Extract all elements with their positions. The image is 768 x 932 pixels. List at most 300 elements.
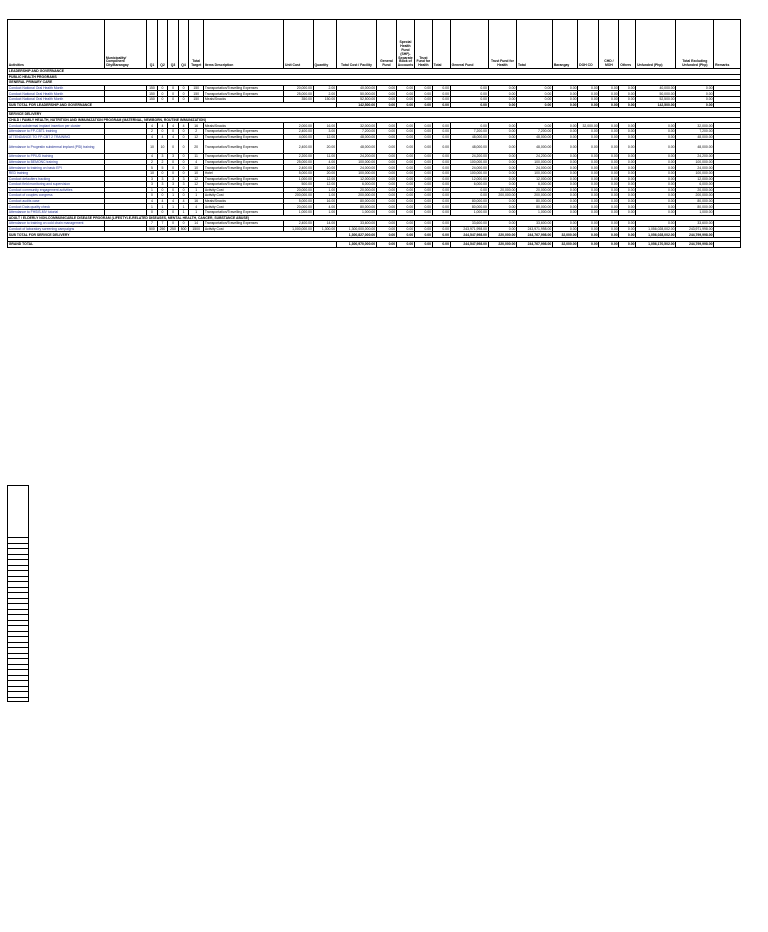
table-cell: 0.00 bbox=[432, 96, 450, 102]
subtotal-cell: 0.00 bbox=[553, 102, 578, 108]
table-cell: 1,000,000.00 bbox=[284, 226, 314, 232]
table-cell: 3 bbox=[157, 182, 168, 188]
table-cell: 0.00 bbox=[599, 128, 619, 134]
table-cell: 0 bbox=[178, 221, 189, 227]
table-cell: 200,000.00 bbox=[284, 193, 314, 199]
col-doh-co: DOH CO bbox=[578, 20, 599, 69]
table-cell: 0.00 bbox=[397, 187, 415, 193]
table-cell: 6,000.00 bbox=[336, 182, 376, 188]
table-cell: 52,500.00 bbox=[336, 96, 376, 102]
table-cell: 100,000.00 bbox=[517, 159, 553, 165]
table-cell: 0.00 bbox=[578, 96, 599, 102]
table-cell: 10 bbox=[189, 165, 204, 171]
table-cell: 0.00 bbox=[432, 154, 450, 160]
table-cell: 0.00 bbox=[599, 198, 619, 204]
table-cell: 24,200.00 bbox=[517, 154, 553, 160]
table-cell: 0.00 bbox=[619, 154, 636, 160]
subtotal-cell: 1,056,028,002.00 bbox=[636, 232, 676, 238]
table-cell: 2 bbox=[147, 128, 158, 134]
table-cell: 0.00 bbox=[553, 134, 578, 140]
table-cell: 3 bbox=[178, 176, 189, 182]
table-cell: 0.00 bbox=[599, 170, 619, 176]
table-cell: 1 bbox=[168, 193, 179, 199]
table-cell: 0 bbox=[178, 193, 189, 199]
table-cell: 24,000.00 bbox=[517, 165, 553, 171]
table-cell: 12,000.00 bbox=[450, 176, 488, 182]
table-cell: 0.00 bbox=[636, 193, 676, 199]
table-cell: 80,000.00 bbox=[336, 198, 376, 204]
table-cell: 0.00 bbox=[376, 134, 396, 140]
table-cell: 0.00 bbox=[553, 182, 578, 188]
table-cell: 20.00 bbox=[313, 170, 336, 176]
table-cell: 4 bbox=[147, 154, 158, 160]
col-total-1: Total bbox=[432, 20, 450, 69]
table-cell: 0.00 bbox=[397, 193, 415, 199]
col-unit-cost: Unit Cost bbox=[284, 20, 314, 69]
table-cell: 80,000.00 bbox=[336, 204, 376, 210]
table-cell: 0 bbox=[168, 159, 179, 165]
table-cell: 0.00 bbox=[553, 210, 578, 216]
col-total-cost: Total Cost / Facility bbox=[336, 20, 376, 69]
table-cell: 0.00 bbox=[414, 221, 432, 227]
table-cell: 0 bbox=[178, 134, 189, 140]
table-cell: 0 bbox=[178, 128, 189, 134]
item-description-cell: Activity Cost bbox=[204, 193, 284, 199]
table-cell: 0.00 bbox=[619, 221, 636, 227]
table-cell: 5 bbox=[157, 165, 168, 171]
table-cell: 20,000.00 bbox=[488, 187, 516, 193]
table-cell: 52,500.00 bbox=[636, 96, 676, 102]
table-cell: 0.00 bbox=[599, 96, 619, 102]
table-cell: 3 bbox=[168, 182, 179, 188]
table-cell: 0.00 bbox=[488, 96, 516, 102]
table-cell: 0.00 bbox=[414, 96, 432, 102]
table-cell: 1 bbox=[178, 204, 189, 210]
subtotal-cell: 0.00 bbox=[376, 242, 396, 248]
table-cell: 48,000.00 bbox=[517, 134, 553, 140]
table-row bbox=[8, 140, 741, 154]
table-cell: 150.00 bbox=[313, 96, 336, 102]
table-cell: 16 bbox=[189, 123, 204, 129]
section-title: PUBLIC HEALTH PROGRAMS bbox=[8, 74, 741, 80]
table-cell: 0.00 bbox=[432, 187, 450, 193]
col-unfunded: Unfunded (Php) bbox=[636, 20, 676, 69]
table-cell: 0.00 bbox=[578, 128, 599, 134]
table-cell: 12,000.00 bbox=[517, 176, 553, 182]
table-cell: 0.00 bbox=[432, 91, 450, 97]
table-cell: 0.00 bbox=[414, 134, 432, 140]
item-description-cell: Transportation/Travelling Expenses bbox=[204, 134, 284, 140]
activity-cell: Attendance to training on basic EPI bbox=[8, 165, 105, 171]
subtotal-cell: 244,547,998.00 bbox=[450, 232, 488, 238]
table-cell: 100,000.00 bbox=[450, 159, 488, 165]
table-cell: 0 bbox=[168, 140, 179, 154]
subtotal-cell: 0.00 bbox=[432, 232, 450, 238]
activity-cell: Conduct of couples congress bbox=[8, 193, 105, 199]
table-cell: 24,000.00 bbox=[450, 165, 488, 171]
subtotal-cell: 0.00 bbox=[619, 232, 636, 238]
table-cell: 0.00 bbox=[599, 210, 619, 216]
table-cell: 0 bbox=[168, 128, 179, 134]
table-cell: 0.00 bbox=[578, 176, 599, 182]
table-cell: 0 bbox=[157, 187, 168, 193]
table-cell: 4 bbox=[147, 134, 158, 140]
subtotal-cell: 0.00 bbox=[397, 242, 415, 248]
table-cell: 80,000.00 bbox=[450, 204, 488, 210]
table-cell: 0 bbox=[157, 85, 168, 91]
table-cell: 20,000.00 bbox=[284, 187, 314, 193]
table-cell: 0.00 bbox=[376, 128, 396, 134]
table-cell: 0.00 bbox=[517, 96, 553, 102]
table-cell: 0.00 bbox=[414, 198, 432, 204]
table-cell: 0.00 bbox=[599, 193, 619, 199]
activity-cell: Attendance to training on cold chain management bbox=[8, 221, 105, 227]
item-description-cell: Transportation/Travelling Expenses bbox=[204, 210, 284, 216]
table-cell: 12 bbox=[189, 134, 204, 140]
table-cell: 1 bbox=[147, 187, 158, 193]
table-cell: 0.00 bbox=[636, 134, 676, 140]
table-cell: 150 bbox=[189, 96, 204, 102]
table-cell: 2.00 bbox=[313, 85, 336, 91]
table-cell: 0.00 bbox=[376, 170, 396, 176]
subtotal-cell: 0.00 bbox=[414, 232, 432, 238]
table-cell: 2 bbox=[147, 159, 158, 165]
table-cell: 100,000.00 bbox=[450, 170, 488, 176]
table-cell: 0.00 bbox=[376, 210, 396, 216]
table-cell: 12.00 bbox=[313, 176, 336, 182]
table-cell: 4 bbox=[147, 198, 158, 204]
table-cell: 150 bbox=[189, 85, 204, 91]
col-quantity: Quantity bbox=[313, 20, 336, 69]
col-municipality: Municipality/ Component City/Barangay bbox=[105, 20, 147, 69]
table-cell: 6,000.00 bbox=[676, 182, 714, 188]
table-cell: 0.00 bbox=[553, 154, 578, 160]
table-cell: 0.00 bbox=[553, 170, 578, 176]
table-cell: 0.00 bbox=[397, 165, 415, 171]
table-cell: 0.00 bbox=[376, 85, 396, 91]
table-cell: 0.00 bbox=[619, 123, 636, 129]
item-description-cell: Hotel bbox=[204, 170, 284, 176]
table-cell: 48,000.00 bbox=[676, 140, 714, 154]
table-cell: 500 bbox=[147, 226, 158, 232]
table-cell: 0.00 bbox=[432, 159, 450, 165]
activity-cell: Attendance to PPIUD training bbox=[8, 154, 105, 160]
item-description-cell: Transportation/Travelling Expenses bbox=[204, 221, 284, 227]
table-cell: 243,971,998.00 bbox=[676, 226, 714, 232]
table-cell: 0.00 bbox=[553, 96, 578, 102]
table-cell: 24,200.00 bbox=[676, 154, 714, 160]
table-cell: 2,400.00 bbox=[284, 221, 314, 227]
table-cell: 0.00 bbox=[676, 96, 714, 102]
table-cell: 1.00 bbox=[313, 193, 336, 199]
table-cell: 33,600.00 bbox=[336, 221, 376, 227]
table-cell: 12,000.00 bbox=[676, 176, 714, 182]
table-cell: 150 bbox=[147, 85, 158, 91]
table-cell: 48,000.00 bbox=[517, 140, 553, 154]
table-cell: 0.00 bbox=[376, 96, 396, 102]
table-cell: 0.00 bbox=[636, 198, 676, 204]
table-cell: 0.00 bbox=[376, 154, 396, 160]
table-cell: 12 bbox=[189, 182, 204, 188]
table-cell: 0.00 bbox=[553, 91, 578, 97]
table-cell: 0.00 bbox=[578, 165, 599, 171]
table-cell: 2.00 bbox=[313, 91, 336, 97]
item-description-cell: Transportation/Travelling Expenses bbox=[204, 154, 284, 160]
table-cell: 4 bbox=[168, 134, 179, 140]
table-cell: 32,000.00 bbox=[676, 123, 714, 129]
subtotal-row bbox=[8, 242, 741, 248]
table-cell: 0.00 bbox=[599, 204, 619, 210]
table-cell: 0 bbox=[168, 96, 179, 102]
table-cell: 0.00 bbox=[553, 198, 578, 204]
table-cell: 0.00 bbox=[599, 221, 619, 227]
section-title: CHILD / FAMILY HEALTH, NUTRITION AND IMMUNIZATION PROGRAM (MATERNAL, NEWBORN, ROUTINE IMMUNIZATION) bbox=[8, 117, 741, 123]
table-cell: 24,200.00 bbox=[450, 154, 488, 160]
table-cell: 0.00 bbox=[676, 91, 714, 97]
table-cell: 1,300,000,000.00 bbox=[336, 226, 376, 232]
table-cell: 4 bbox=[157, 134, 168, 140]
table-cell: 0 bbox=[168, 85, 179, 91]
table-cell: 6,000.00 bbox=[517, 182, 553, 188]
table-cell: 0.00 bbox=[578, 140, 599, 154]
item-description-cell: Transportation/Travelling Expenses bbox=[204, 182, 284, 188]
table-cell: 0.00 bbox=[488, 165, 516, 171]
table-cell: 0 bbox=[178, 170, 189, 176]
table-cell: 0.00 bbox=[619, 91, 636, 97]
table-cell: 0.00 bbox=[397, 128, 415, 134]
table-cell: 0.00 bbox=[553, 226, 578, 232]
table-cell: 0.00 bbox=[553, 221, 578, 227]
table-cell: 0.00 bbox=[578, 187, 599, 193]
table-cell: 48,000.00 bbox=[450, 134, 488, 140]
table-cell: 0.00 bbox=[578, 154, 599, 160]
table-cell: 0.00 bbox=[599, 140, 619, 154]
table-cell: 0.00 bbox=[619, 165, 636, 171]
table-cell: 0.00 bbox=[488, 134, 516, 140]
table-cell: 5,000.00 bbox=[284, 170, 314, 176]
table-cell: 0.00 bbox=[599, 165, 619, 171]
item-description-cell: Transportation/Travelling Expenses bbox=[204, 128, 284, 134]
table-cell: 200,000.00 bbox=[517, 193, 553, 199]
subtotal-cell: 220,000.00 bbox=[488, 232, 516, 238]
table-cell: 200,000.00 bbox=[676, 193, 714, 199]
subtotal-cell: 244,767,998.00 bbox=[517, 232, 553, 238]
table-cell: 0.00 bbox=[578, 91, 599, 97]
table-cell: 0 bbox=[157, 193, 168, 199]
table-cell: 3 bbox=[157, 154, 168, 160]
table-cell: 0 bbox=[178, 140, 189, 154]
subtotal-label: SUB TOTAL FOR SERVICE DELIVERY bbox=[8, 232, 337, 238]
table-cell: 0.00 bbox=[578, 85, 599, 91]
item-description-cell: Transportation/Travelling Expenses bbox=[204, 176, 284, 182]
subtotal-cell: 0.00 bbox=[599, 242, 619, 248]
table-cell: 0.00 bbox=[636, 187, 676, 193]
subtotal-label: SUB TOTAL FOR LEADERSHIP AND GOVERNANCE bbox=[8, 102, 337, 108]
table-cell: 12.00 bbox=[313, 182, 336, 188]
table-cell: 0.00 bbox=[432, 193, 450, 199]
table-cell: 0.00 bbox=[578, 204, 599, 210]
table-cell: 0 bbox=[168, 165, 179, 171]
table-cell: 0.00 bbox=[488, 91, 516, 97]
section-title: LEADERSHIP AND GOVERNANCE bbox=[8, 69, 741, 75]
table-cell: 0.00 bbox=[553, 128, 578, 134]
subtotal-cell: 0.00 bbox=[450, 102, 488, 108]
table-body bbox=[8, 69, 741, 248]
table-cell: 24,200.00 bbox=[336, 154, 376, 160]
table-cell: 0.00 bbox=[488, 221, 516, 227]
table-cell: 20.00 bbox=[313, 140, 336, 154]
table-cell: 33,600.00 bbox=[676, 221, 714, 227]
table-cell: 0.00 bbox=[432, 176, 450, 182]
table-cell: 0.00 bbox=[414, 128, 432, 134]
table-cell: 0.00 bbox=[397, 221, 415, 227]
table-cell: 0.00 bbox=[450, 85, 488, 91]
table-cell: 1,056,028,002.00 bbox=[636, 226, 676, 232]
table-cell: 80,000.00 bbox=[676, 198, 714, 204]
table-cell: 0.00 bbox=[397, 198, 415, 204]
table-cell: 100,000.00 bbox=[676, 170, 714, 176]
subtotal-cell: 244,767,998.00 bbox=[517, 242, 553, 248]
col-general-fund: General Fund bbox=[376, 20, 396, 69]
table-cell: 0.00 bbox=[488, 210, 516, 216]
table-cell: 7,200.00 bbox=[517, 128, 553, 134]
table-cell: 0.00 bbox=[376, 182, 396, 188]
table-cell: 4 bbox=[157, 198, 168, 204]
activity-cell: Attendance to BEMONC training bbox=[8, 159, 105, 165]
table-cell: 25,000.00 bbox=[284, 91, 314, 97]
table-cell: 6,000.00 bbox=[450, 182, 488, 188]
item-description-cell: Transportation/Travelling Expenses bbox=[204, 85, 284, 91]
table-cell: 0.00 bbox=[553, 123, 578, 129]
table-cell: 150 bbox=[189, 91, 204, 97]
col-trust-fund-2: Trust Fund for Health bbox=[488, 20, 516, 69]
table-cell: 0.00 bbox=[553, 140, 578, 154]
col-total-2: Total bbox=[517, 20, 553, 69]
table-cell: 3 bbox=[147, 176, 158, 182]
table-cell bbox=[714, 140, 741, 154]
subtotal-cell: 0.00 bbox=[517, 102, 553, 108]
table-cell: 1,000.00 bbox=[284, 176, 314, 182]
table-cell: 0.00 bbox=[450, 96, 488, 102]
table-cell: 0.00 bbox=[636, 154, 676, 160]
table-cell: 0.00 bbox=[578, 193, 599, 199]
table-cell: 2,000.00 bbox=[284, 123, 314, 129]
table-cell: 80,000.00 bbox=[676, 204, 714, 210]
subtotal-cell: 244,799,998.00 bbox=[676, 232, 714, 238]
item-description-cell: Meals/Snacks bbox=[204, 96, 284, 102]
table-cell: 1 bbox=[189, 193, 204, 199]
table-cell: 24,000.00 bbox=[336, 165, 376, 171]
activity-cell: Conduct defaulters tracking bbox=[8, 176, 105, 182]
table-cell: 0.00 bbox=[619, 85, 636, 91]
table-cell: 0.00 bbox=[599, 134, 619, 140]
table-cell: 80,000.00 bbox=[517, 204, 553, 210]
table-cell: 20,000.00 bbox=[517, 187, 553, 193]
table-cell: 0.00 bbox=[397, 176, 415, 182]
table-cell: 0.00 bbox=[619, 176, 636, 182]
subtotal-cell: 0.00 bbox=[619, 102, 636, 108]
subtotal-cell: 0.00 bbox=[414, 242, 432, 248]
table-cell: 0.00 bbox=[432, 123, 450, 129]
table-cell: 1 bbox=[189, 210, 204, 216]
table-cell: 1,000.00 bbox=[517, 210, 553, 216]
table-cell: 0.00 bbox=[619, 198, 636, 204]
table-cell: 0.00 bbox=[578, 182, 599, 188]
item-description-cell: Meals/Snacks bbox=[204, 198, 284, 204]
table-cell: 0.00 bbox=[599, 91, 619, 97]
table-cell: 1.00 bbox=[313, 210, 336, 216]
table-cell: 0.00 bbox=[553, 85, 578, 91]
activity-cell: Conduct of laboratory screening campaigns bbox=[8, 226, 105, 232]
table-cell: 0.00 bbox=[397, 91, 415, 97]
table-cell: 7,200.00 bbox=[450, 128, 488, 134]
activity-cell: Conduct subdermal implant insertion per cluster bbox=[8, 123, 105, 129]
table-cell: 40,000.00 bbox=[336, 85, 376, 91]
subtotal-cell: 1,300,970,000.00 bbox=[336, 242, 376, 248]
table-cell: 243,971,998.00 bbox=[450, 226, 488, 232]
table-cell: 1,000.00 bbox=[676, 210, 714, 216]
table-cell: 0.00 bbox=[599, 187, 619, 193]
table-cell: 0.00 bbox=[619, 182, 636, 188]
table-cell: 0.00 bbox=[376, 193, 396, 199]
table-cell: 0.00 bbox=[553, 204, 578, 210]
subtotal-cell: 142,500.00 bbox=[636, 102, 676, 108]
col-others: Others bbox=[619, 20, 636, 69]
table-cell: 0.00 bbox=[414, 226, 432, 232]
table-cell: 0.00 bbox=[376, 140, 396, 154]
table-cell: 0.00 bbox=[432, 221, 450, 227]
table-cell: 0.00 bbox=[553, 187, 578, 193]
table-cell: 20,000.00 bbox=[284, 204, 314, 210]
table-cell: 0.00 bbox=[414, 210, 432, 216]
table-cell: 0.00 bbox=[414, 165, 432, 171]
table-cell: 0.00 bbox=[414, 85, 432, 91]
activity-cell: Attendance to FP-CBT1 training bbox=[8, 128, 105, 134]
subtotal-cell: 32,000.00 bbox=[553, 232, 578, 238]
table-cell: 1 bbox=[157, 204, 168, 210]
table-cell: 0.00 bbox=[414, 182, 432, 188]
table-cell: 0.00 bbox=[636, 204, 676, 210]
table-cell: 0 bbox=[157, 96, 168, 102]
table-cell: 1 bbox=[178, 210, 189, 216]
table-cell: 0.00 bbox=[414, 204, 432, 210]
table-cell: 32,000.00 bbox=[578, 123, 599, 129]
subtotal-cell: 1,056,170,502.00 bbox=[636, 242, 676, 248]
table-cell: 0.00 bbox=[599, 159, 619, 165]
table-cell: 4 bbox=[147, 123, 158, 129]
table-cell: 0.00 bbox=[636, 140, 676, 154]
table-cell: 0 bbox=[178, 154, 189, 160]
activity-cell: Conduct National Oral Health Month bbox=[8, 85, 105, 91]
table-cell: 0.00 bbox=[414, 193, 432, 199]
activity-cell: Attendance to Progestin subdermal implant (PSI) training bbox=[8, 140, 105, 154]
table-cell: 1.00 bbox=[313, 187, 336, 193]
col-q4: Q4 bbox=[178, 20, 189, 69]
table-cell: 0.00 bbox=[397, 182, 415, 188]
item-description-cell: Transportation/Travelling Expenses bbox=[204, 91, 284, 97]
subtotal-label: GRAND TOTAL bbox=[8, 242, 337, 248]
table-cell: 0.00 bbox=[450, 193, 488, 199]
table-cell: 0.00 bbox=[599, 123, 619, 129]
table-cell: 0.00 bbox=[488, 176, 516, 182]
table-cell: 3 bbox=[178, 182, 189, 188]
table-cell: 0.00 bbox=[636, 176, 676, 182]
table-cell: 0.00 bbox=[676, 85, 714, 91]
table-cell: 0.00 bbox=[376, 198, 396, 204]
table-cell: 4 bbox=[189, 159, 204, 165]
table-cell: 80,000.00 bbox=[450, 198, 488, 204]
table-cell: 150 bbox=[147, 91, 158, 97]
